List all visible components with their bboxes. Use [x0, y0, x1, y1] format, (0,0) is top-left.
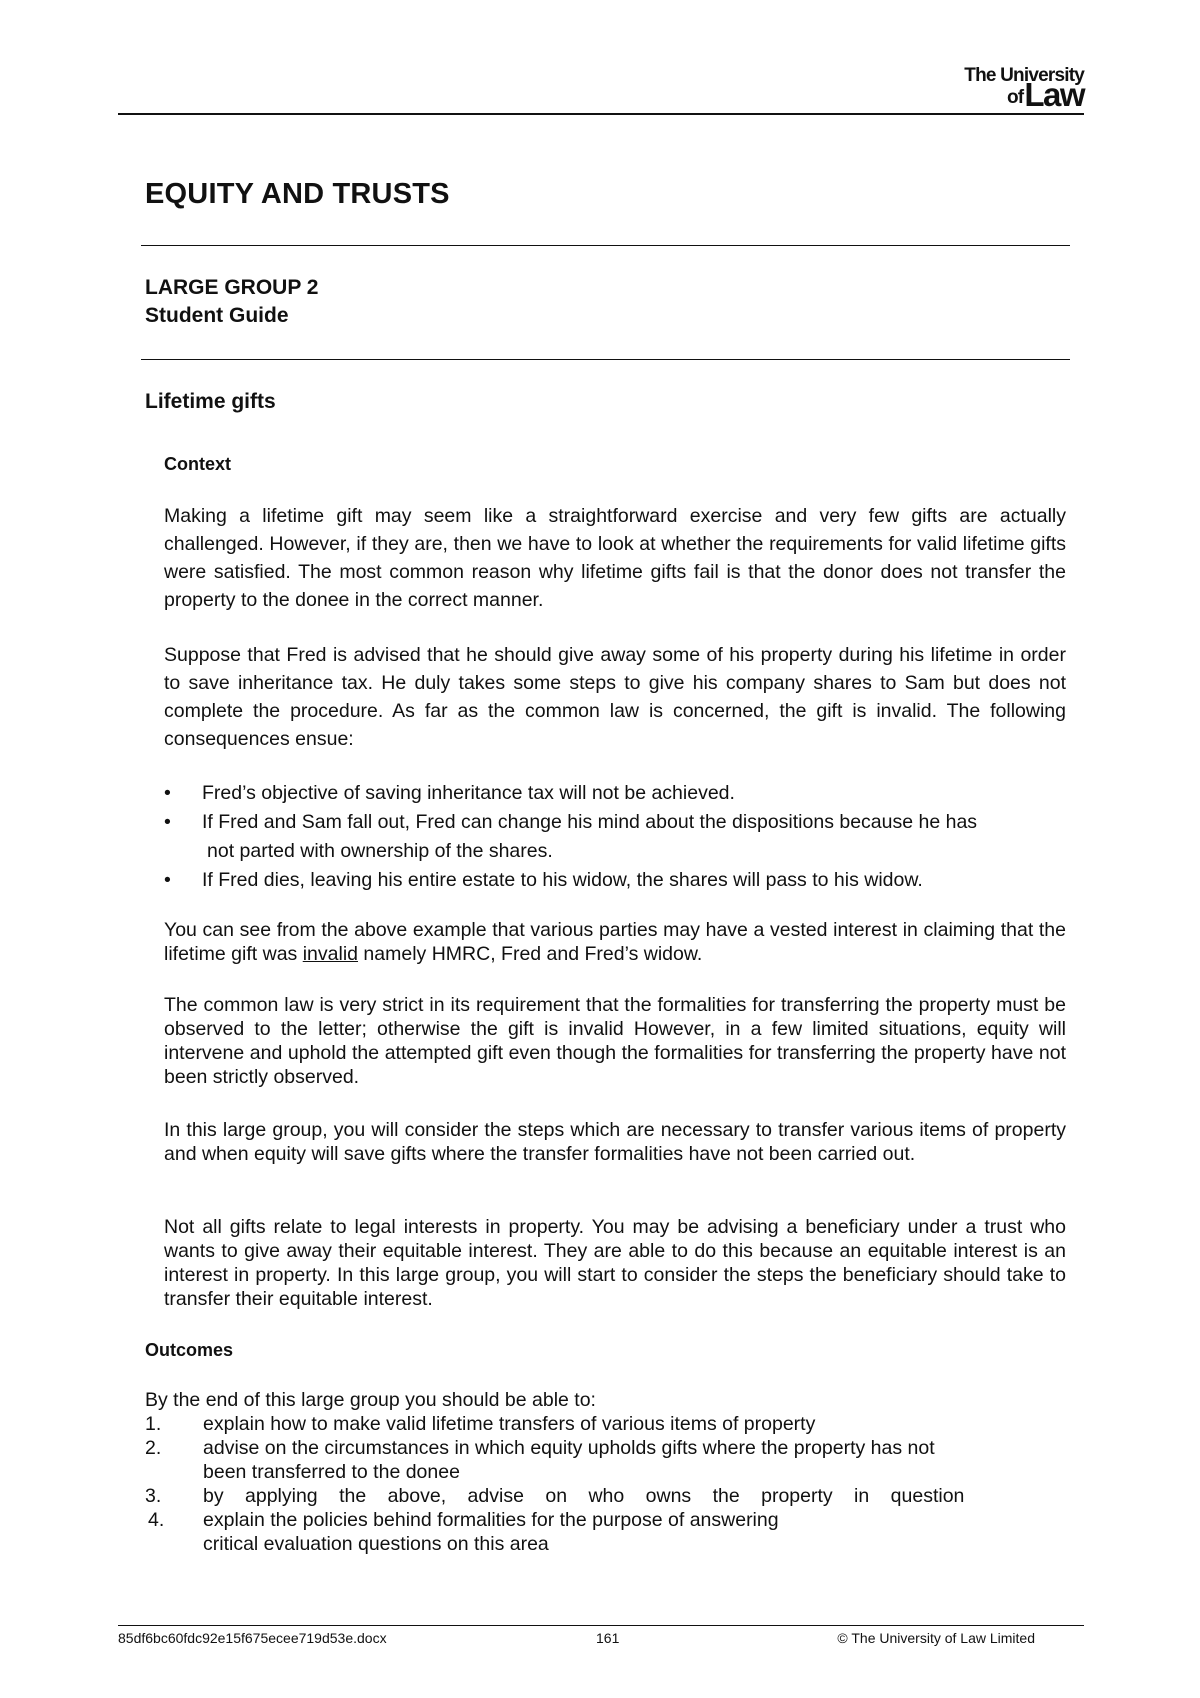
context-paragraph-1: Making a lifetime gift may seem like a straightforward exercise and very few gifts are actually challenged. However, if they are, then we have to look at whether the requirements for valid lifetime gifts were satisfied. The most common reason why lifetime gifts fail is that the donor does not transfer the property to the donee in the correct manner.	[164, 505, 1066, 611]
outcome-text	[203, 1508, 1045, 1556]
outcome-number: 2.	[145, 1437, 162, 1459]
footer-page-number: 161	[596, 1630, 620, 1646]
document-title: EQUITY AND TRUSTS	[145, 178, 450, 210]
paragraph-text: You can see from the above example that various parties may have a vested interest in claiming that the lifetime gift was	[164, 919, 1066, 965]
paragraph-vested-interest	[164, 918, 1066, 966]
footer-rule	[118, 1625, 1084, 1626]
list-item	[164, 779, 1066, 808]
outcomes-intro: By the end of this large group you should be able to:	[145, 1389, 596, 1411]
underlined-word: invalid	[302, 943, 359, 965]
logo-line1: The University	[964, 65, 1084, 86]
outcome-number: 4.	[148, 1509, 165, 1531]
header-rule	[118, 113, 1084, 115]
footer-copyright: © The University of Law Limited	[837, 1630, 1035, 1646]
consequences-list	[164, 779, 1066, 895]
subtitle-student-guide: Student Guide	[145, 304, 289, 327]
bullet-icon: •	[164, 811, 171, 833]
outcome-text-line: explain the policies behind formalities for the purpose of answering	[203, 1509, 779, 1531]
bullet-text: If Fred dies, leaving his entire estate to his widow, the shares will pass to his widow.	[202, 869, 923, 891]
outcome-number: 3.	[145, 1485, 162, 1507]
subtitle-large-group: LARGE GROUP 2	[145, 276, 319, 299]
outcome-text	[203, 1436, 1045, 1484]
paragraph-text: namely HMRC, Fred and Fred’s widow.	[358, 943, 703, 965]
context-heading: Context	[164, 454, 231, 474]
footer-filename: 85df6bc60fdc92e15f675ecee719d53e.docx	[118, 1630, 387, 1646]
outcome-text-line: critical evaluation questions on this area	[203, 1533, 549, 1555]
bullet-icon: •	[164, 782, 171, 804]
list-item	[164, 808, 1066, 866]
outcome-number: 1.	[145, 1413, 162, 1435]
outcome-text: by applying the above, advise on who owns the property in question	[203, 1485, 965, 1507]
bullet-text: Fred’s objective of saving inheritance tax will not be achieved.	[202, 782, 735, 804]
outcomes-list	[145, 1412, 1045, 1556]
outcomes-heading: Outcomes	[145, 1340, 234, 1360]
list-item	[145, 1508, 1045, 1556]
list-item	[145, 1412, 1045, 1436]
paragraph-large-group: In this large group, you will consider the steps which are necessary to transfer various items of property and when equity will save gifts where the transfer formalities have not been carried out.	[164, 1119, 1066, 1165]
outcome-text-line: been transferred to the donee	[203, 1461, 460, 1483]
university-logo	[964, 65, 1084, 113]
list-item	[164, 866, 1066, 895]
logo-law: Law	[1024, 76, 1084, 113]
title-divider	[141, 245, 1070, 246]
subtitle-divider	[141, 359, 1070, 360]
outcome-text-line: advise on the circumstances in which equity upholds gifts where the property has not	[203, 1437, 935, 1459]
list-item	[145, 1484, 1045, 1508]
context-paragraph-2: Suppose that Fred is advised that he should give away some of his property during his lifetime in order to save inheritance tax. He duly takes some steps to give his company shares to Sam but does not complete the procedure. As far as the common law is concerned, the gift is invalid. The following consequences ensue:	[164, 644, 1066, 750]
bullet-icon: •	[164, 869, 171, 891]
paragraph-equitable-interest: Not all gifts relate to legal interests in property. You may be advising a beneficiary under a trust who wants to give away their equitable interest. They are able to do this because an equitable interest is an interest in property. In this large group, you will start to consider the steps the beneficiary should take to transfer their equitable interest.	[164, 1216, 1066, 1310]
outcome-text: explain how to make valid lifetime transfers of various items of property	[203, 1413, 816, 1435]
paragraph-common-law: The common law is very strict in its requirement that the formalities for transferring the property must be observed to the letter; otherwise the gift is invalid However, in a few limited situations, equity will intervene and uphold the attempted gift even though the formalities for transferring the property have not been strictly observed.	[164, 994, 1066, 1088]
section-heading: Lifetime gifts	[145, 390, 276, 413]
bullet-text: If Fred and Sam fall out, Fred can change his mind about the dispositions because he has	[202, 811, 978, 833]
list-item	[145, 1436, 1045, 1484]
logo-of: of	[1006, 87, 1024, 109]
bullet-text-continued: not parted with ownership of the shares.	[207, 840, 553, 862]
